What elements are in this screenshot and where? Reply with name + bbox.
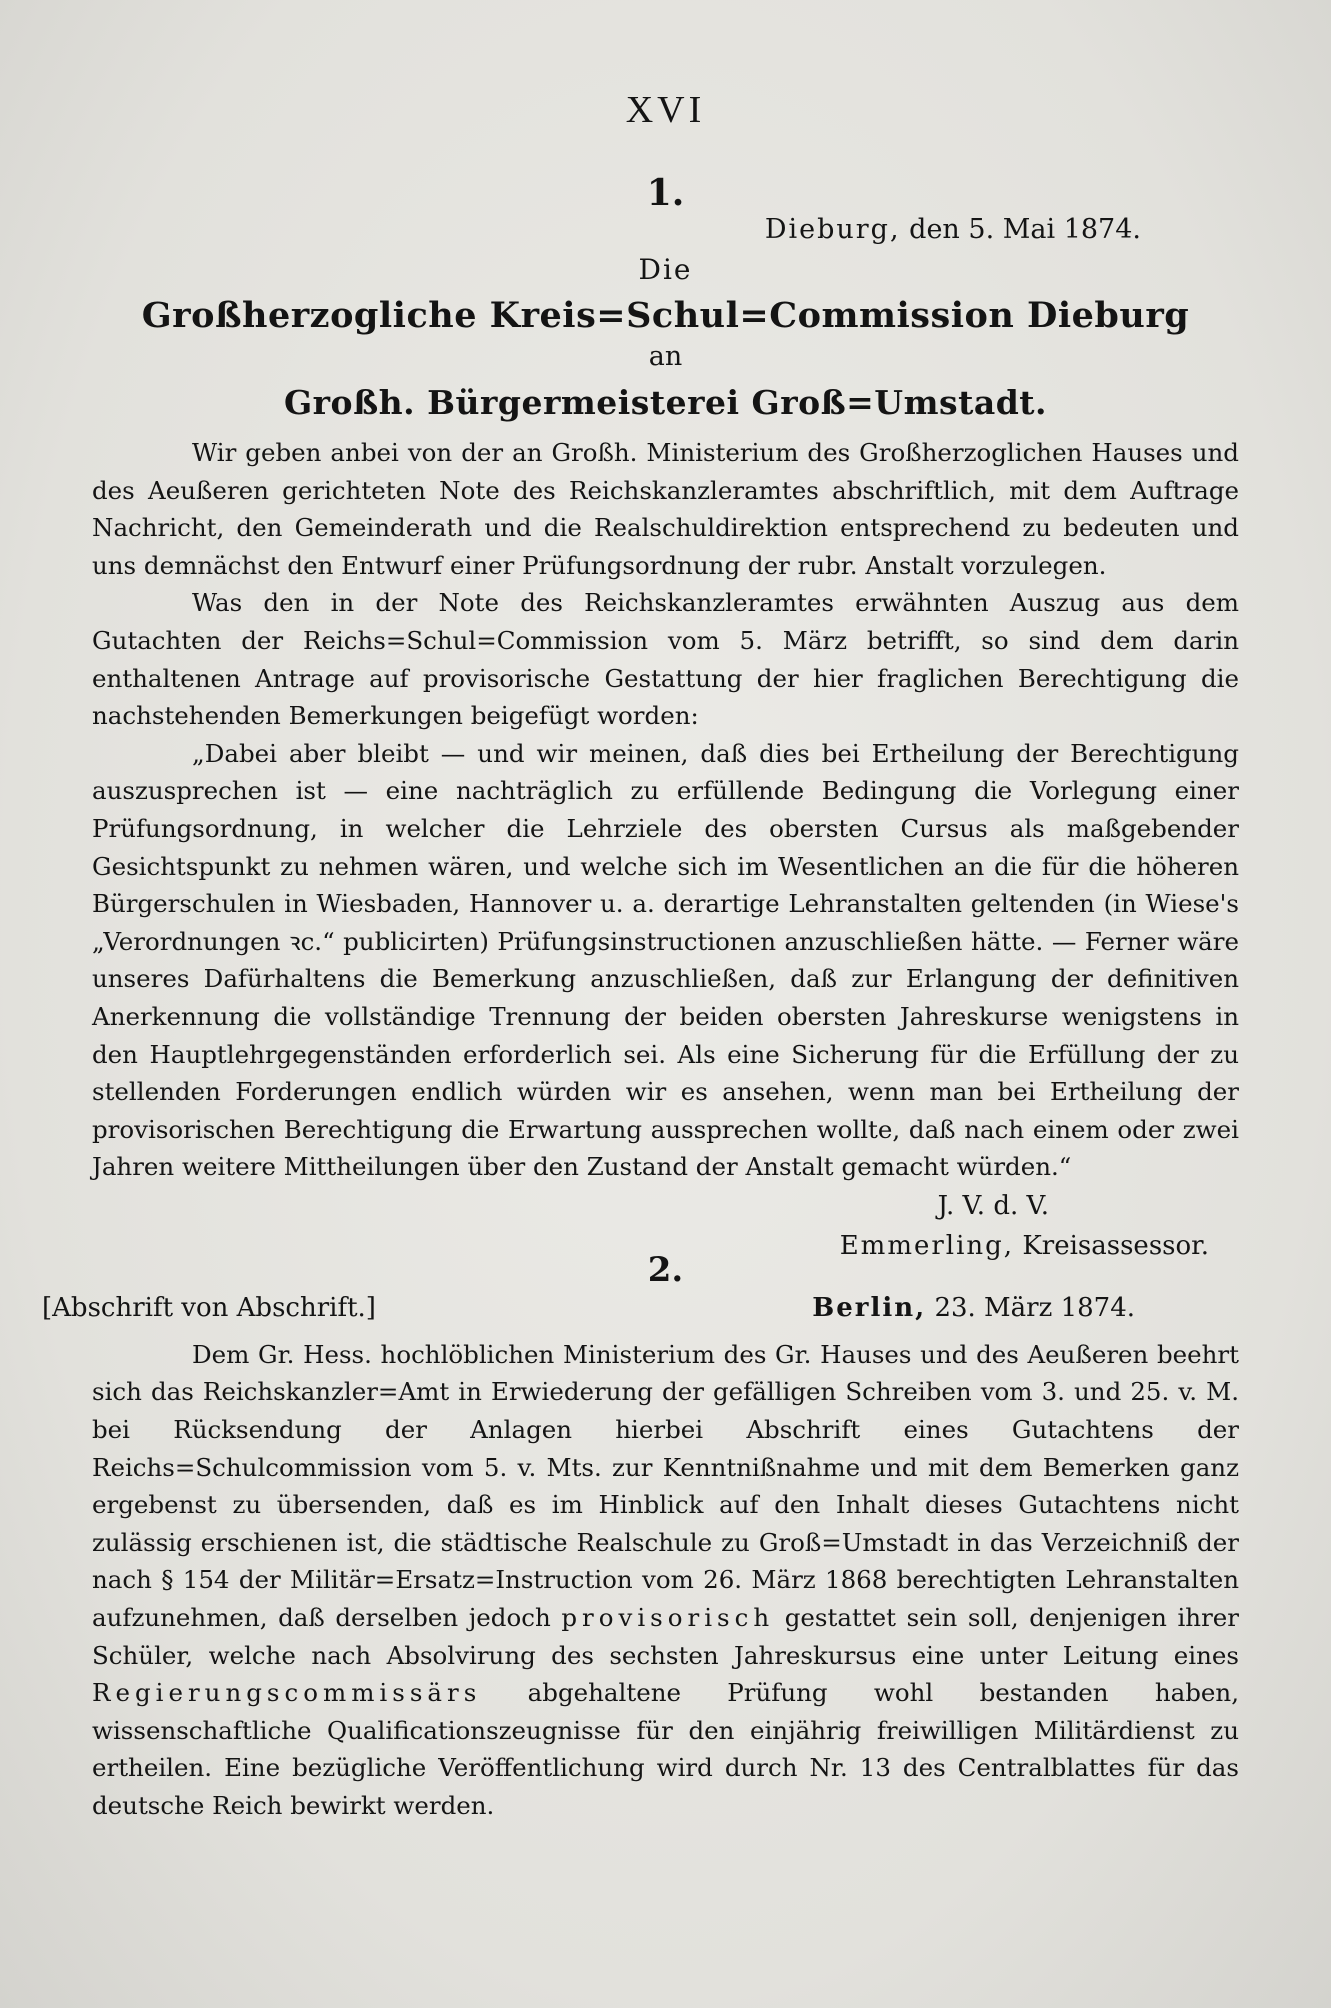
- document-2-text-middle: gestattet sein soll, denjenigen ihrer Schüler, welche nach Absolvirung des sechsten Jahreskursus eine unter Leitung eines: [92, 1603, 1239, 1670]
- signature-initials: J. V. d. V.: [937, 1190, 1049, 1221]
- document-1-quotation: „Dabei aber bleibt — und wir meinen, daß dies bei Ertheilung der Berechtigung auszusprechen ist — eine nachträglich zu erfüllende Bedingung die Vorlegung einer Prüfungsordnung, in welcher die Lehrziele des obersten Cursus als maßgebender Gesichtspunkt zu nehmen wären, und welche sich im Wesentlichen an die für die höheren Bürgerschulen in Wiesbaden, Hannover u. a. derartige Lehranstalten geltenden (in Wiese's „Verordnungen ꝛc.“ publicirten) Prüfungsinstructionen anzuschließen hätte. — Ferner wäre unseres Dafürhaltens die Bemerkung anzuschließen, daß zur Erlangung der definitiven Anerkennung die vollständige Trennung der beiden obersten Jahreskurse wenigstens in den Hauptlehrgegenständen erforderlich sei. Als eine Sicherung für die Erfüllung der zu stellenden Forderungen endlich würden wir es ansehen, wenn man bei Ertheilung der provisorischen Berechtigung die Erwartung aussprechen wollte, daß nach einem oder zwei Jahren weitere Mittheilungen über den Zustand der Anstalt gemacht würden.“: [92, 738, 1239, 1182]
- document-1-an: an: [648, 341, 683, 372]
- document-1-paragraph: Wir geben anbei von der an Großh. Ministerium des Großherzoglichen Hauses und des Aeußeren gerichteten Note des Reichskanzleramtes abschriftlich, mit dem Auftrage Nachricht, den Gemeinderath und die Realschuldirektion entsprechend zu bedeuten und uns demnächst den Entwurf einer Prüfungsordnung der rubr. Anstalt vorzulegen.: [92, 438, 1239, 580]
- document-1-place: Dieburg,: [764, 214, 901, 245]
- signature-name: Emmerling,: [839, 1230, 1015, 1261]
- document-1-date: den 5. Mai 1874.: [909, 214, 1141, 245]
- document-2-text-start: Dem Gr. Hess. hochlöblichen Ministerium des Gr. Hauses und des Aeußeren beehrt sich das Reichskanzler=Amt in Erwiederung der gefälligen Schreiben vom 3. und 25. v. M. bei Rücksendung der Anlagen hierbei Abschrift eines Gutachtens der Reichs=Schulcommission vom 5. v. Mts. zur Kenntnißnahme und mit dem Bemerken ganz ergebenst zu übersenden, daß es im Hinblick auf den Inhalt dieses Gutachtens nicht zulässig erschienen ist, die städtische Realschule zu Groß=Umstadt in das Verzeichniß der nach § 154 der Militär=Ersatz=Instruction vom 26. März 1868 berechtigten Lehranstalten aufzunehmen, daß derselben jedoch: [92, 1339, 1239, 1633]
- document-1-article: Die: [638, 253, 693, 286]
- document-1-sender: Großherzogliche Kreis=Schul=Commission Dieburg: [141, 295, 1190, 336]
- document-2-emphasis-commissaer: Regierungscommissärs: [92, 1678, 482, 1708]
- document-1-paragraph: Was den in der Note des Reichskanzleramtes erwähnten Auszug aus dem Gutachten der Reichs=Schul=Commission vom 5. März betrifft, so sind dem darin enthaltenen Antrage auf provisorische Gestattung der hier fraglichen Berechtigung die nachstehenden Bemerkungen beigefügt worden:: [92, 588, 1239, 731]
- document-1-recipient: Großh. Bürgermeisterei Groß=Umstadt.: [283, 383, 1048, 422]
- document-2-number: 2.: [647, 1249, 684, 1290]
- document-2-dateline: [812, 1286, 1135, 1330]
- document-2-copy-note: [Abschrift von Abschrift.]: [42, 1292, 376, 1323]
- document-2-place: Berlin,: [812, 1292, 927, 1323]
- document-2-paragraph: [92, 1336, 1239, 1825]
- document-1-number: 1.: [646, 172, 685, 214]
- signature-title: Kreisassessor.: [1022, 1230, 1209, 1261]
- document-2-emphasis-provisorisch: provisorisch: [561, 1603, 775, 1633]
- document-1-dateline: [92, 208, 1239, 252]
- page-number: XVI: [625, 89, 706, 131]
- document-2-header: [42, 1286, 1239, 1330]
- document-2-date: 23. März 1874.: [934, 1292, 1135, 1323]
- document-2-text-end: abgehaltene Prüfung wohl bestanden haben, wissenschaftliche Qualificationszeugnisse für den einjährig freiwilligen Militärdienst zu ertheilen. Eine bezügliche Veröffentlichung wird durch Nr. 13 des Centralblattes für das deutsche Reich bewirkt werden.: [92, 1678, 1240, 1820]
